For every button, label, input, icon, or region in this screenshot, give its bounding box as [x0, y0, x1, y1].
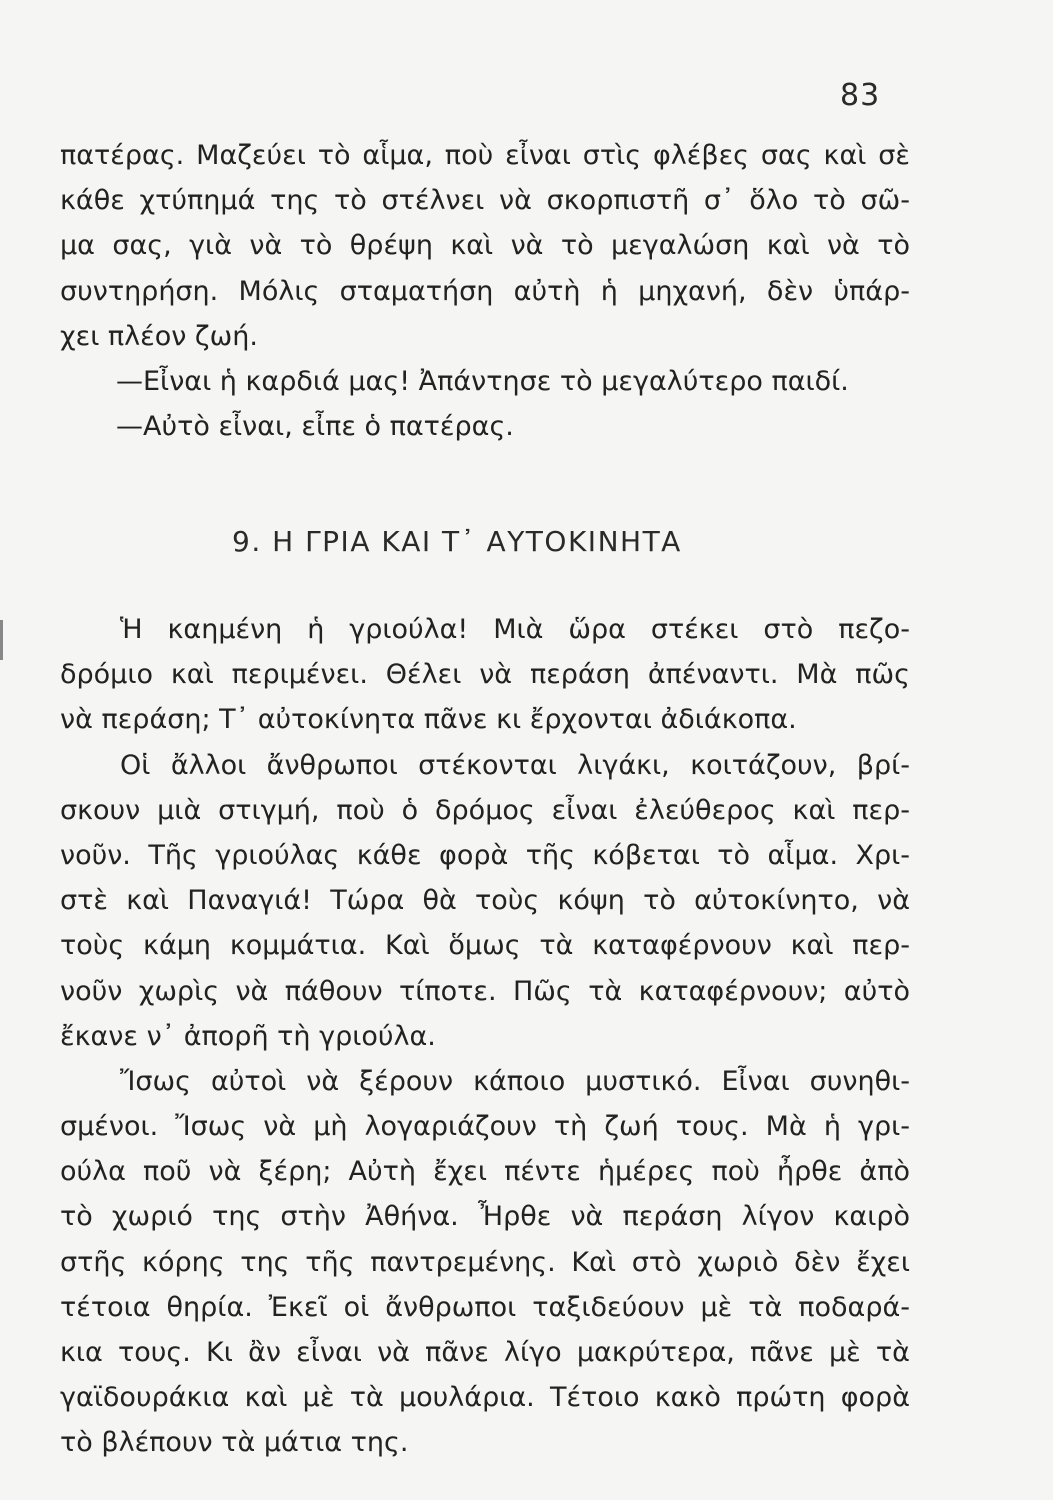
- text-line: πατέρας. Μαζεύει τὸ αἷμα, ποὺ εἶναι στὶς φλέβες σας καὶ σὲ: [60, 140, 910, 171]
- text-line: τὸ βλέπουν τὰ μάτια της.: [60, 1427, 409, 1459]
- text-line: ούλα ποῦ νὰ ξέρη; Αὐτὴ ἔχει πέντε ἡμέρες ποὺ ἦρθε ἀπὸ: [60, 1156, 910, 1188]
- text-line: σμένοι. Ἴσως νὰ μὴ λογαριάζουν τὴ ζωή τους. Μὰ ἡ γρι-: [60, 1111, 910, 1143]
- top-text-block: [60, 133, 910, 449]
- text-line: χει πλέον ζωή.: [60, 320, 258, 352]
- text-line: σκουν μιὰ στιγμή, ποὺ ὁ δρόμος εἶναι ἐλεύθερος καὶ περ-: [60, 794, 910, 826]
- text-line: Οἱ ἄλλοι ἄνθρωποι στέκονται λιγάκι, κοιτάζουν, βρί-: [120, 749, 910, 781]
- text-line: νοῦν χωρὶς νὰ πάθουν τίποτε. Πῶς τὰ καταφέρνουν; αὐτὸ: [60, 975, 910, 1007]
- text-line: γαϊδουράκια καὶ μὲ τὰ μουλάρια. Τέτοιο κακὸ πρώτη φορὰ: [60, 1382, 910, 1414]
- text-line: κάθε χτύπημά της τὸ στέλνει νὰ σκορπιστῆ σ᾽ ὅλο τὸ σῶ-: [60, 185, 910, 217]
- text-line: τὸ χωριό της στὴν Ἀθήνα. Ἦρθε νὰ περάση λίγον καιρὸ: [60, 1201, 910, 1233]
- text-line: τοὺς κάμη κομμάτια. Καὶ ὅμως τὰ καταφέρνουν καὶ περ-: [60, 930, 910, 962]
- text-line: συντηρήση. Μόλις σταματήση αὐτὴ ἡ μηχανή, δὲν ὑπάρ-: [60, 275, 910, 307]
- text-line: Ἴσως αὐτοὶ νὰ ξέρουν κάποιο μυστικό. Εἶναι συνηθι-: [120, 1065, 910, 1097]
- text-line: στῆς κόρης της τῆς παντρεμένης. Καὶ στὸ χωριὸ δὲν ἔχει: [60, 1246, 910, 1278]
- dialog-line: —Αὐτὸ εἶναι, εἶπε ὁ πατέρας.: [116, 411, 514, 443]
- text-line: νοῦν. Τῆς γριούλας κάθε φορὰ τῆς κόβεται τὸ αἷμα. Χρι-: [60, 839, 910, 871]
- page-edge-mark: [0, 620, 3, 660]
- page-number: 83: [840, 78, 881, 113]
- text-line: κια τους. Κι ἂν εἶναι νὰ πᾶνε λίγο μακρύτερα, πᾶνε μὲ τὰ: [60, 1337, 910, 1368]
- text-line: στὲ καὶ Παναγιά! Τώρα θὰ τοὺς κόψη τὸ αὐτοκίνητο, νὰ: [60, 885, 910, 917]
- chapter-body: [60, 607, 910, 1466]
- chapter-heading: 9. Η ΓΡΙΑ ΚΑΙ Τ᾽ ΑΥΤΟΚΙΝΗΤΑ: [232, 525, 682, 558]
- text-line: Ἡ καημένη ἡ γριούλα! Μιὰ ὥρα στέκει στὸ πεζο-: [120, 614, 910, 645]
- text-line: τέτοια θηρία. Ἐκεῖ οἱ ἄνθρωποι ταξιδεύουν μὲ τὰ ποδαρά-: [60, 1291, 910, 1323]
- text-line: μα σας, γιὰ νὰ τὸ θρέψη καὶ νὰ τὸ μεγαλώση καὶ νὰ τὸ: [60, 230, 910, 262]
- dialog-line: —Εἶναι ἡ καρδιά μας! Ἀπάντησε τὸ μεγαλύτερο παιδί.: [116, 365, 849, 397]
- text-line: νὰ περάση; Τ᾽ αὐτοκίνητα πᾶνε κι ἔρχονται ἀδιάκοπα.: [60, 704, 797, 736]
- text-line: δρόμιο καὶ περιμένει. Θέλει νὰ περάση ἀπέναντι. Μὰ πῶς: [60, 659, 910, 691]
- text-line: ἔκανε ν᾽ ἀπορῆ τὴ γριούλα.: [60, 1020, 436, 1052]
